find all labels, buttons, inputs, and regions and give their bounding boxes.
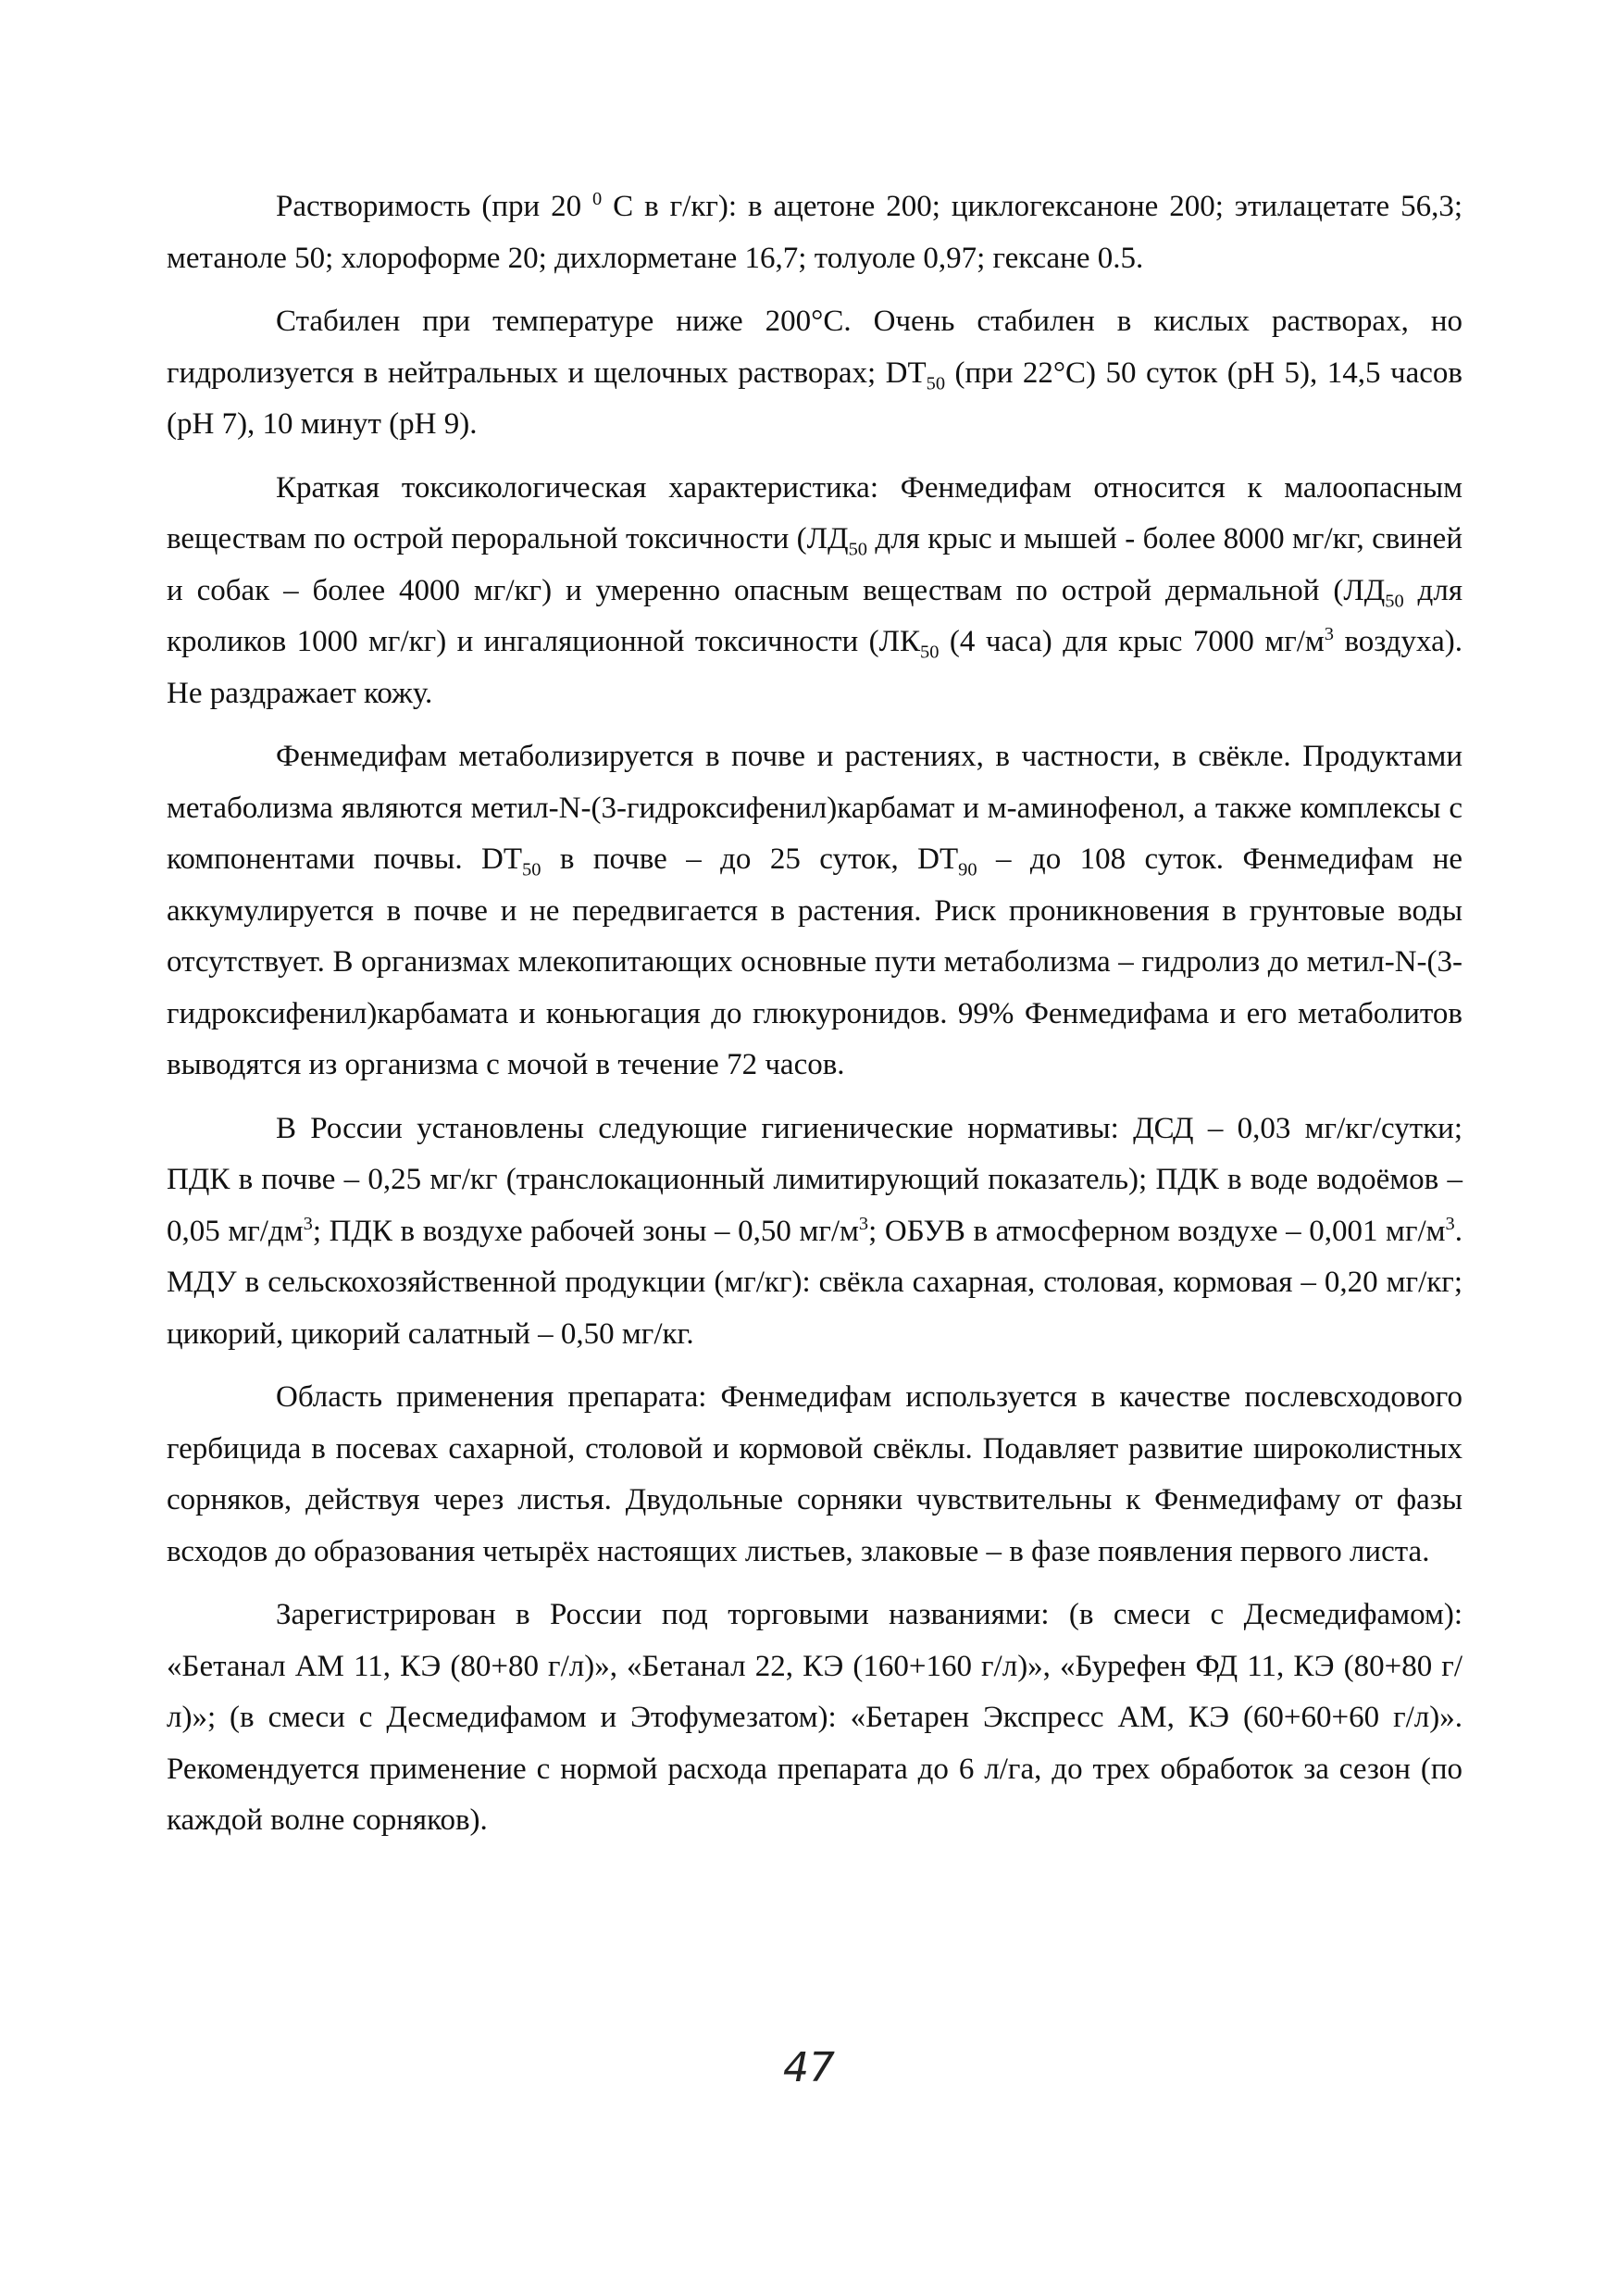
text-run: в почве – до 25 суток, DT (541, 842, 959, 876)
text-run: для крыс и мышей - более 8000 мг/кг, свиней и собак – более 4000 мг/кг) и умеренно опасным веществам по острой дермальной (ЛД (167, 522, 1462, 607)
paragraph-hygiene-norms (167, 1104, 1462, 1361)
text-run: С в г/кг): в ацетоне 200; циклогексаноне 200; этилацетате 56,3; метаноле 50; хлороформе 20; дихлорметане 16,7; толуоле 0,97; гексане 0.5. (167, 190, 1463, 275)
text-run: Зарегистрирован в России под торговыми названиями: (в смеси с Десмедифамом): «Бетанал АМ 11, КЭ (80+80 г/л)», «Бетанал 22, КЭ (160+160 г/л)», «Бурефен ФД 11, КЭ (80+80 г/л)»; (в смеси с Десмедифамом и Этофумезатом): «Бетарен Экспресс АМ, КЭ (60+60+60 г/л)». Рекомендуется применение с нормой расхода препарата до 6 л/га, до трех обработок за сезон (по каждой волне сорняков). (167, 1598, 1462, 1837)
paragraph-application (167, 1372, 1462, 1578)
text-run: Фенмедифам метаболизируется в почве и растениях, в частности, в свёкле. Продуктами метаболизма являются метил-N-(3-гидроксифенил)карбамат и м-аминофенол, а также комплексы с компонентами почвы. DT (167, 740, 1462, 876)
text-run: воздуха). Не раздражает кожу. (167, 625, 1462, 710)
text-run: В России установлены следующие гигиенические нормативы: ДСД – 0,03 мг/кг/сутки; ПДК в почве – 0,25 мг/кг (транслокационный лимитирующий показатель); ПДК в воде водоёмов – 0,05 мг/дм (167, 1111, 1462, 1248)
paragraph-toxicology (167, 463, 1462, 720)
subscript: 50 (926, 373, 946, 394)
superscript: 3 (1445, 1213, 1455, 1234)
superscript: 3 (1324, 624, 1335, 644)
text-run: ; ПДК в воздухе рабочей зоны – 0,50 мг/м (312, 1214, 859, 1248)
superscript: 3 (858, 1213, 869, 1234)
paragraph-solubility (167, 181, 1462, 284)
subscript: 50 (1385, 591, 1404, 612)
subscript: 50 (521, 859, 541, 880)
text-run: для кроликов 1000 мг/кг) и ингаляционной токсичности (ЛК (167, 573, 1462, 658)
text-run: (4 часа) для крыс 7000 мг/м (939, 625, 1325, 658)
subscript: 50 (848, 539, 867, 560)
subscript: 50 (920, 642, 940, 663)
paragraph-metabolism (167, 731, 1462, 1092)
paragraph-stability (167, 296, 1462, 451)
superscript: 0 (592, 189, 603, 209)
text-run: Краткая токсикологическая характеристика: Фенмедифам относится к малоопасным веществам по острой пероральной токсичности (ЛД (167, 470, 1462, 555)
subscript: 90 (958, 859, 977, 880)
text-run: Область применения препарата: Фенмедифам используется в качестве послевсходового гербицида в посевах сахарной, столовой и кормовой свёклы. Подавляет развитие широколистных сорняков, действуя через листья. Двудольные сорняки чувствительны к Фенмедифаму от фазы всходов до образования четырёх настоящих листьев, злаковые – в фазе появления первого листа. (167, 1380, 1462, 1568)
superscript: 3 (303, 1213, 313, 1234)
text-run: ; ОБУВ в атмосферном воздухе – 0,001 мг/м (868, 1214, 1446, 1248)
text-run: . МДУ в сельскохозяйственной продукции (мг/кг): свёкла сахарная, столовая, кормовая – 0,20 мг/кг; цикорий, цикорий салатный – 0,50 мг/кг. (167, 1214, 1462, 1351)
paragraph-registration (167, 1590, 1462, 1847)
text-run: (при 22°С) 50 суток (рН 5), 14,5 часов (рН 7), 10 минут (рН 9). (167, 356, 1462, 441)
text-run: Стабилен при температуре ниже 200°С. Очень стабилен в кислых растворах, но гидролизуется в нейтральных и щелочных растворах; DT (167, 305, 1462, 390)
page-number: 47 (783, 2044, 835, 2091)
document-body (167, 181, 1462, 1859)
text-run: Растворимость (при 20 (276, 190, 593, 223)
text-run: – до 108 суток. Фенмедифам не аккумулируется в почве и не передвигается в растения. Риск проникновения в грунтовые воды отсутствует. В организмах млекопитающих основные пути метаболизма – гидролиз до метил-N-(3-гидроксифенил)карбамата и коньюгация до глюкуронидов. 99% Фенмедифама и его метаболитов выводятся из организма с мочой в течение 72 часов. (167, 842, 1462, 1081)
